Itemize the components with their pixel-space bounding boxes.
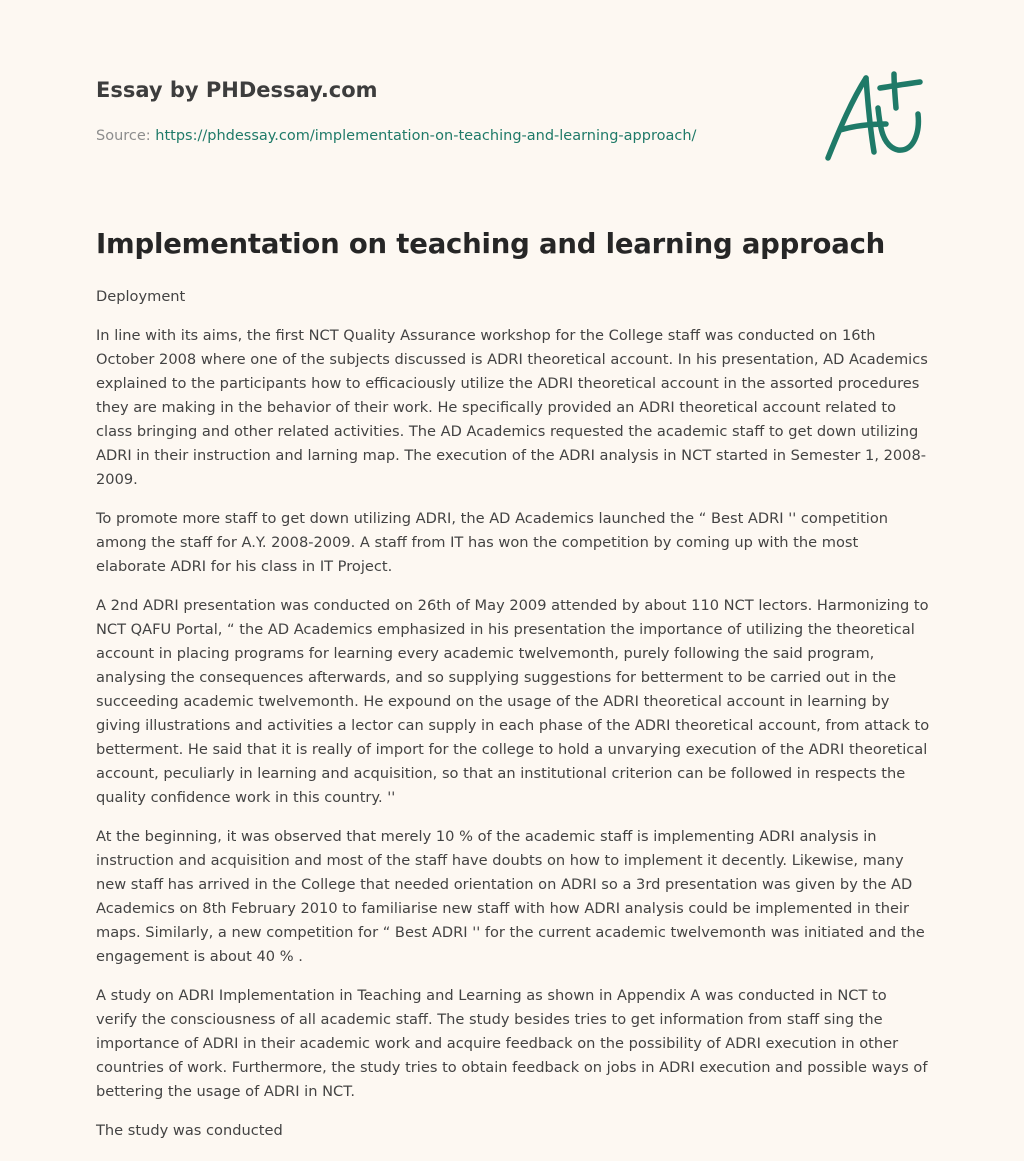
source-link[interactable]: https://phdessay.com/implementation-on-teaching-and-learning-approach/	[155, 128, 697, 144]
essay-paragraph: To promote more staff to get down utilizing ADRI, the AD Academics launched the “ Best ADRI '' competition among the staff for A.Y. 2008-2009. A staff from IT has won the competition by coming up with the most elaborate ADRI for his class in IT Project.	[96, 510, 889, 575]
source-label: Source:	[96, 128, 151, 144]
essay-paragraph: The study was conducted	[96, 1122, 283, 1139]
a-plus-logo-icon	[820, 66, 930, 166]
source-line	[96, 126, 928, 146]
essay-paragraph: At the beginning, it was observed that merely 10 % of the academic staff is implementing ADRI analysis in instruction and acquisition and most of the staff have doubts on how to implement it decently. Likewise, many new staff has arrived in the College that needed orientation on ADRI so a 3rd presentation was given by the AD Academics on 8th February 2010 to familiarise new staff with how ADRI analysis could be implemented in their maps. Similarly, a new competition for “ Best ADRI '' for the current academic twelvemonth was initiated and the engagement is about 40 % .	[96, 828, 925, 965]
essay-title: Implementation on teaching and learning approach	[96, 228, 886, 260]
essay-paragraph: Deployment	[96, 288, 186, 305]
essay-paragraph: A 2nd ADRI presentation was conducted on 26th of May 2009 attended by about 110 NCT lectors. Harmonizing to NCT QAFU Portal, “ the AD Academics emphasized in his presentation the importance of utilizing the theoretical account in placing programs for learning every academic twelvemonth, purely following the said program, analysing the consequences afterwards, and so supplying suggestions for betterment to be carried out in the succeeding academic twelvemonth. He expound on the usage of the ADRI theoretical account in learning by giving illustrations and activities a lector can supply in each phase of the ADRI theoretical account, from attack to betterment. He said that it is really of import for the college to hold a unvarying execution of the ADRI theoretical account, peculiarly in learning and acquisition, so that an institutional criterion can be followed in respects the quality confidence work in this country. ''	[96, 597, 930, 806]
essay-paragraph: A study on ADRI Implementation in Teaching and Learning as shown in Appendix A was conducted in NCT to verify the consciousness of all academic staff. The study besides tries to get information from staff sing the importance of ADRI in their academic work and acquire feedback on the possibility of ADRI execution in other countries of work. Furthermore, the study tries to obtain feedback on jobs in ADRI execution and possible ways of bettering the usage of ADRI in NCT.	[96, 987, 928, 1100]
essay-body	[96, 285, 931, 1158]
site-brand: Essay by PHDessay.com	[96, 78, 378, 102]
essay-paragraph: In line with its aims, the first NCT Quality Assurance workshop for the College staff was conducted on 16th October 2008 where one of the subjects discussed is ADRI theoretical account. In his presentation, AD Academics explained to the participants how to efficaciously utilize the ADRI theoretical account in the assorted procedures they are making in the behavior of their work. He specifically provided an ADRI theoretical account related to class bringing and other related activities. The AD Academics requested the academic staff to get down utilizing ADRI in their instruction and larning map. The execution of the ADRI analysis in NCT started in Semester 1, 2008-2009.	[96, 327, 928, 488]
